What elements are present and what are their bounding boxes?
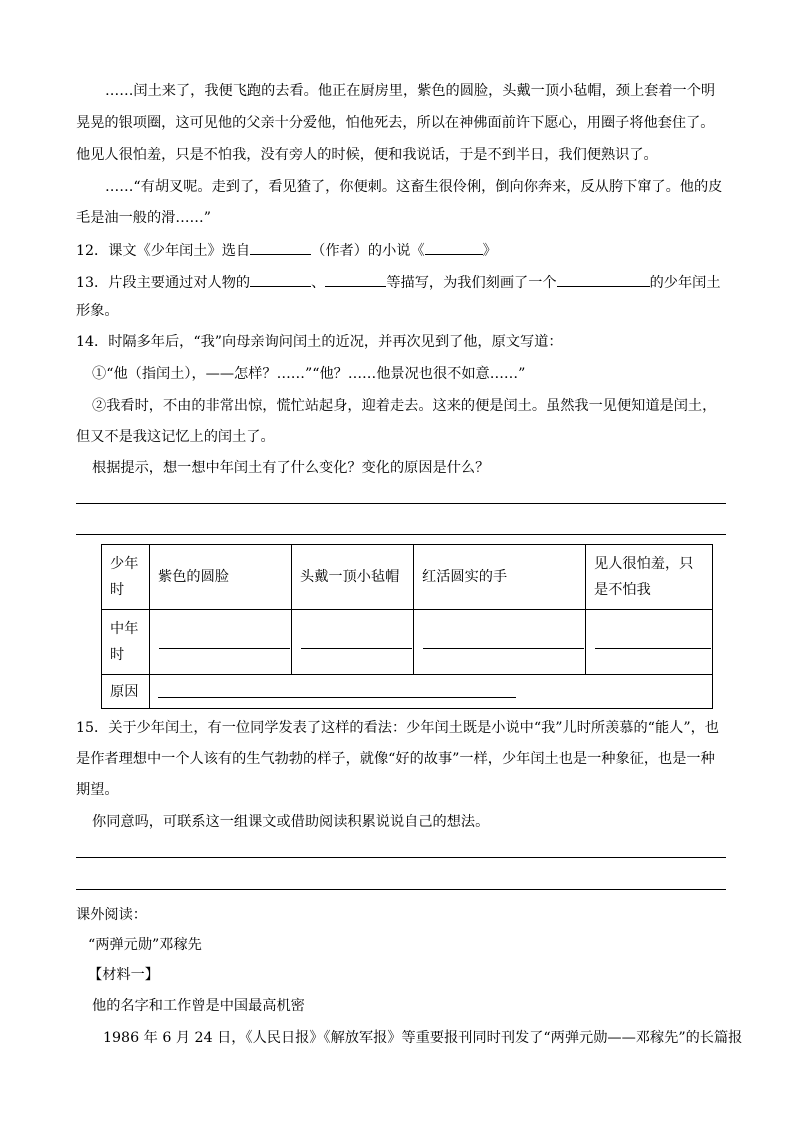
q14-quote-2-line-1: ②我看时，不由的非常出惊，慌忙站起身，迎着走去。这来的便是闰土。虽然我一见便知道是闰土， xyxy=(92,398,717,414)
row-head-middle-age: 中年时 xyxy=(102,610,150,675)
q12-text-a: 12．课文《少年闰土》选自 xyxy=(76,243,251,259)
row-head-youth: 少年时 xyxy=(102,545,150,610)
q13-text-d: 的少年闰土 xyxy=(649,275,721,291)
q13-text-b: 、 xyxy=(311,275,326,291)
youth-cell-hat: 头戴一顶小毡帽 xyxy=(292,545,414,610)
table-row-reason xyxy=(102,675,713,709)
q15-line-3: 期望。 xyxy=(76,782,119,798)
extra-reading-title: “两弹元勋”邓稼先 xyxy=(88,937,202,953)
youth-cell-shy: 见人很怕羞，只是不怕我 xyxy=(586,545,713,610)
middle-age-cell-2[interactable] xyxy=(292,610,414,675)
passage-line-5: 毛是油一般的滑……” xyxy=(76,210,211,226)
q14-answer-line-1[interactable] xyxy=(76,503,726,504)
passage-line-4: ……“有胡叉呢。走到了，看见猹了，你便刺。这畜生很伶俐，倒向你奔来，反从胯下窜了。他的皮 xyxy=(105,179,723,195)
q12-novel-blank[interactable] xyxy=(425,239,483,255)
q12-text-b: （作者）的小说《 xyxy=(311,243,425,259)
passage-line-3: 他见人很怕羞，只是不怕我，没有旁人的时候，便和我说话，于是不到半日，我们便熟识了。 xyxy=(76,147,658,163)
q14-quote-2-line-2: 但又不是我这记忆上的闰土了。 xyxy=(76,429,275,445)
middle-age-cell-3[interactable] xyxy=(414,610,586,675)
q13-text-e: 形象。 xyxy=(76,303,119,319)
q14-answer-line-2[interactable] xyxy=(76,534,726,535)
youth-cell-face: 紫色的圆脸 xyxy=(150,545,292,610)
q15-answer-line-2[interactable] xyxy=(76,889,726,890)
passage-line-2: 晃晃的银项圈，这可见他的父亲十分爱他，怕他死去，所以在神佛面前许下愿心，用圈子将他套住了。 xyxy=(76,115,715,131)
q12-author-blank[interactable] xyxy=(250,239,311,255)
youth-cell-hands: 红活圆实的手 xyxy=(414,545,586,610)
q15-line-1: 15．关于少年闰土，有一位同学发表了这样的看法：少年闰土既是小说中“我”儿时所羡慕的“能人”，也 xyxy=(76,720,719,736)
q15-answer-line-1[interactable] xyxy=(76,857,726,858)
comparison-table xyxy=(101,544,713,709)
material-one-heading: 【材料一】 xyxy=(88,967,159,983)
q15-line-2: 是作者理想中一个人该有的生气勃勃的样子，就像“好的故事”一样，少年闰土也是一种象征，也是一种 xyxy=(76,751,715,767)
q13-blank-3[interactable] xyxy=(557,271,650,287)
q13-blank-1[interactable] xyxy=(250,271,311,287)
q13-text-c: 等描写，为我们刻画了一个 xyxy=(386,275,557,291)
q14-prompt: 根据提示，想一想中年闰土有了什么变化？变化的原因是什么？ xyxy=(92,460,490,476)
material-body-line-1: 1986 年 6 月 24 日，《人民日报》《解放军报》等重要报刊同时刊发了“两弹元勋——邓稼先”的长篇报 xyxy=(103,1030,743,1046)
q13-blank-2[interactable] xyxy=(325,271,386,287)
q12-text-c: 》 xyxy=(482,243,497,259)
table-row-middle-age xyxy=(102,610,713,675)
question-12 xyxy=(76,239,497,261)
row-head-reason: 原因 xyxy=(102,675,150,709)
q14-intro: 14．时隔多年后，“我”向母亲询问闰土的近况，并再次见到了他，原文写道： xyxy=(76,334,563,350)
material-subtitle: 他的名字和工作曾是中国最高机密 xyxy=(92,998,305,1014)
passage-line-1: ……闰土来了，我便飞跑的去看。他正在厨房里，紫色的圆脸，头戴一顶小毡帽，颈上套着一个明 xyxy=(105,83,716,99)
middle-age-cell-4[interactable] xyxy=(586,610,713,675)
extra-reading-heading: 课外阅读： xyxy=(76,907,147,923)
q15-prompt: 你同意吗，可联系这一组课文或借助阅读积累说说自己的想法。 xyxy=(92,814,490,830)
question-13 xyxy=(76,271,721,293)
table-row-youth xyxy=(102,545,713,610)
q13-text-a: 13．片段主要通过对人物的 xyxy=(76,275,251,291)
q14-quote-1: ①“他（指闰土），——怎样？……”“他？……他景况也很不如意……” xyxy=(92,366,526,382)
middle-age-cell-1[interactable] xyxy=(150,610,292,675)
reason-cell[interactable] xyxy=(150,675,713,709)
